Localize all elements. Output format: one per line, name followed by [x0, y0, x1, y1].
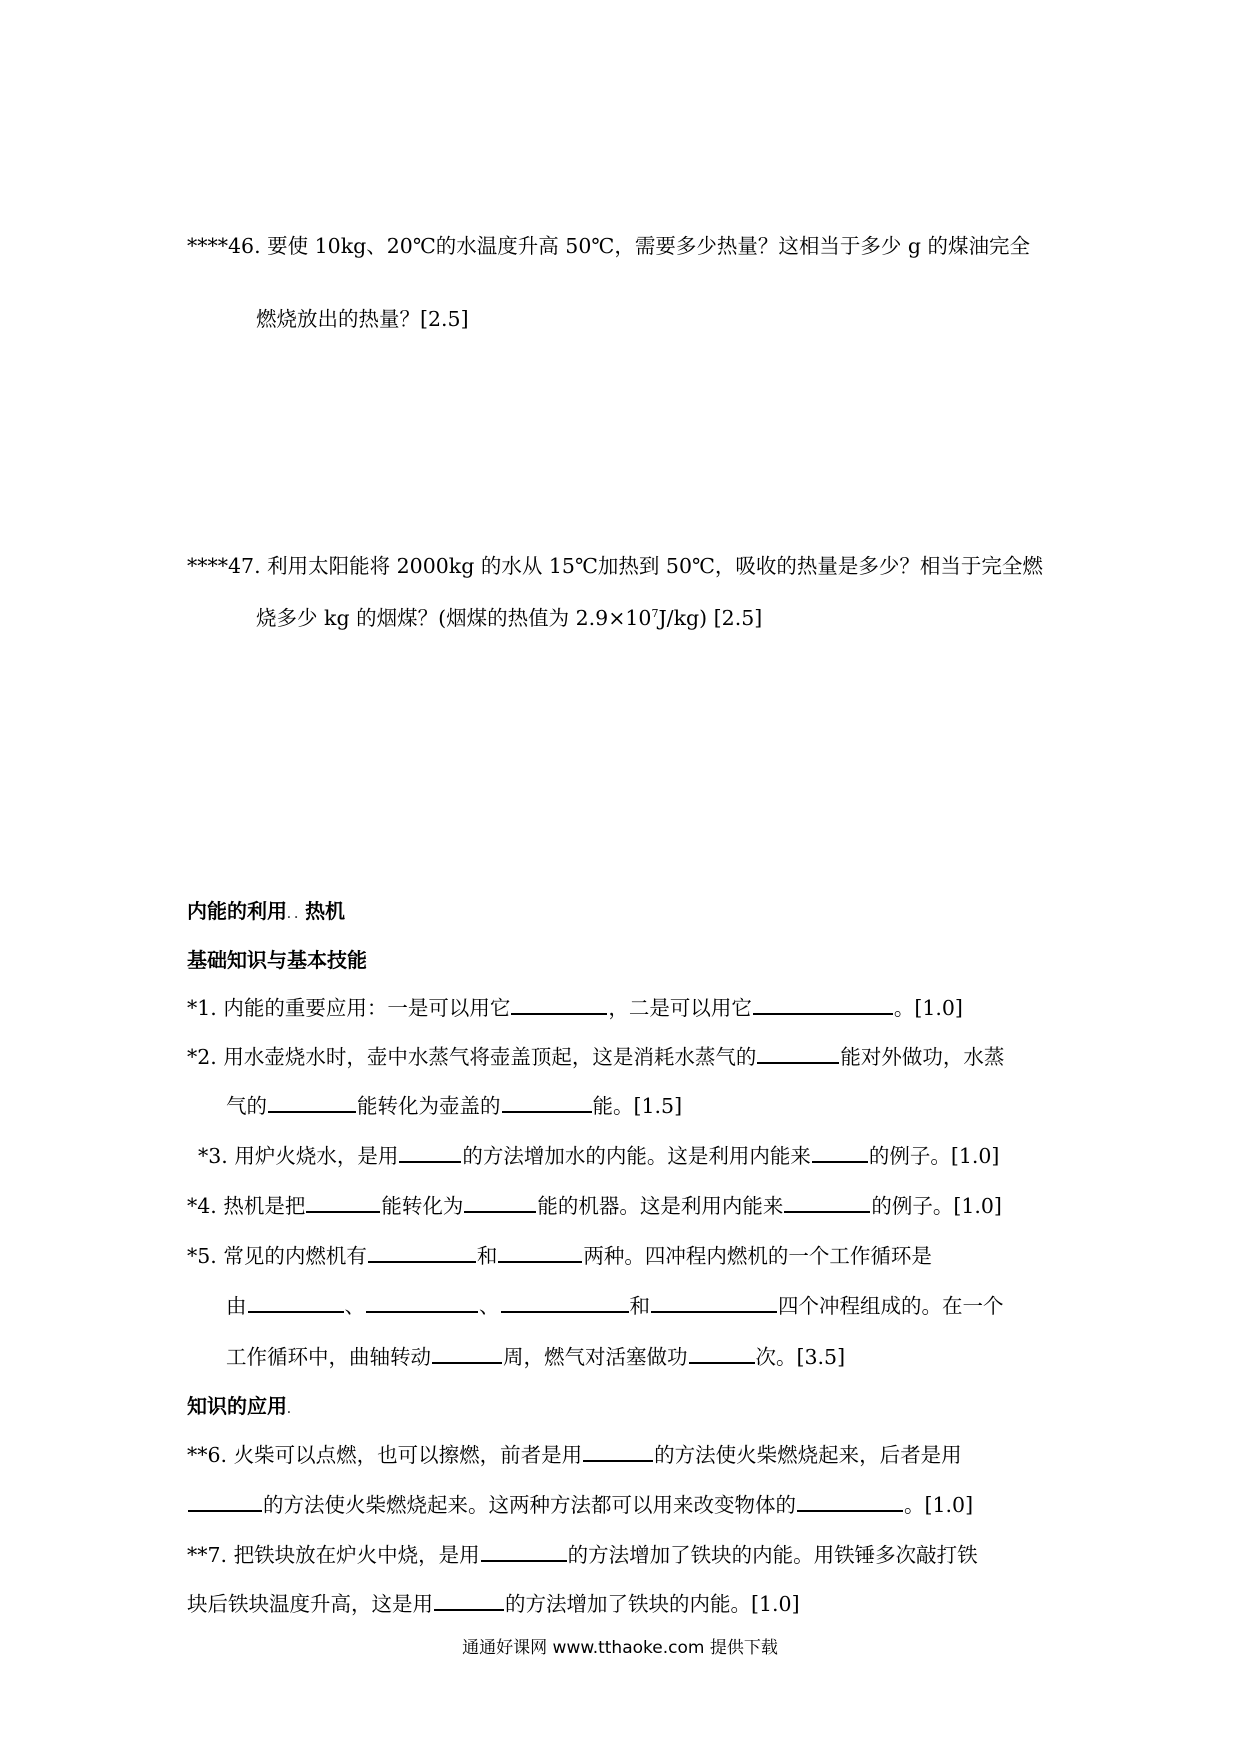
q46-text-1: ****46. 要使 10kg、20℃的水温度升高 50℃，需要多少热量？这相当于多少 g 的煤油完全: [187, 234, 1030, 258]
q5-line-3: [226, 1343, 845, 1371]
q6-line-2: [187, 1491, 973, 1519]
q5-i: 工作循环中，曲轴转动: [226, 1345, 431, 1369]
q7-c: 块后铁块温度升高，这是用: [187, 1592, 433, 1616]
q7-b: 的方法增加了铁块的内能。用铁锤多次敲打铁: [567, 1543, 978, 1567]
q7-a: **7. 把铁块放在炉火中烧，是用: [187, 1543, 480, 1567]
q4-d: 的例子。[1.0]: [871, 1194, 1002, 1218]
q1-b: ，二是可以用它: [608, 996, 752, 1020]
q7-line-1: [187, 1541, 978, 1569]
q3-c: 的例子。[1.0]: [868, 1144, 1000, 1168]
q5-f: 、: [479, 1294, 500, 1318]
q2-c: 气的: [226, 1094, 267, 1118]
q3-a: *3. 用炉火烧水，是用: [198, 1144, 399, 1168]
q5-blank-7[interactable]: [432, 1344, 502, 1364]
q4-blank-2[interactable]: [464, 1193, 536, 1213]
q5-line-1: [187, 1242, 932, 1270]
q7-line-2: [187, 1590, 800, 1618]
subsection-basic-text: 基础知识与基本技能: [187, 948, 367, 972]
q2-line-1: [187, 1043, 1004, 1071]
q47-exponent: 7: [651, 607, 659, 620]
q7-d: 的方法增加了铁块的内能。[1.0]: [505, 1592, 800, 1616]
q5-c: 两种。四冲程内燃机的一个工作循环是: [583, 1244, 932, 1268]
q5-g: 和: [629, 1294, 650, 1318]
q1-line: [187, 994, 963, 1022]
q5-blank-8[interactable]: [689, 1344, 755, 1364]
q2-b: 能对外做功，水蒸: [840, 1045, 1005, 1069]
q6-blank-3[interactable]: [797, 1492, 903, 1512]
q2-e: 能。[1.5]: [592, 1094, 683, 1118]
q6-blank-2[interactable]: [188, 1492, 262, 1512]
q4-a: *4. 热机是把: [187, 1194, 306, 1218]
q6-d: 。[1.0]: [904, 1493, 974, 1517]
q5-blank-4[interactable]: [366, 1293, 478, 1313]
q47-line-2: [256, 604, 762, 632]
q5-d: 由: [226, 1294, 247, 1318]
q1-a: *1. 内能的重要应用：一是可以用它: [187, 996, 511, 1020]
q2-a: *2. 用水壶烧水时，壶中水蒸气将壶盖顶起，这是消耗水蒸气的: [187, 1045, 757, 1069]
q6-line-1: [187, 1441, 962, 1469]
q47-text-2a: 烧多少 kg 的烟煤？(烟煤的热值为 2.9×10: [256, 606, 652, 630]
q47-text-1: ****47. 利用太阳能将 2000kg 的水从 15℃加热到 50℃，吸收的热量是多少？相当于完全燃: [187, 554, 1043, 578]
section-title: [187, 897, 345, 930]
q6-b: 的方法使火柴燃烧起来，后者是用: [654, 1443, 962, 1467]
q5-j: 周，燃气对活塞做功: [503, 1345, 688, 1369]
page-footer: 通通好课网 www.tthaoke.com 提供下载: [462, 1638, 778, 1658]
q46-line-2: [256, 305, 469, 333]
subsection-application: [187, 1392, 291, 1425]
q4-line: [187, 1192, 1002, 1220]
q5-blank-3[interactable]: [248, 1293, 344, 1313]
q2-blank-1[interactable]: [757, 1044, 839, 1064]
q5-blank-5[interactable]: [501, 1293, 629, 1313]
q1-blank-1[interactable]: [511, 995, 607, 1015]
trailing-dot: .: [287, 1405, 291, 1416]
q6-c: 的方法使火柴燃烧起来。这两种方法都可以用来改变物体的: [263, 1493, 796, 1517]
q4-b: 能转化为: [381, 1194, 464, 1218]
q2-d: 能转化为壶盖的: [357, 1094, 501, 1118]
subsection-basic: [187, 946, 367, 974]
q3-blank-1[interactable]: [399, 1143, 461, 1163]
q46-text-2: 燃烧放出的热量？[2.5]: [256, 307, 469, 331]
q1-blank-2[interactable]: [753, 995, 893, 1015]
q7-blank-2[interactable]: [434, 1591, 504, 1611]
q2-blank-3[interactable]: [502, 1093, 592, 1113]
q5-h: 四个冲程组成的。在一个: [778, 1294, 1004, 1318]
q4-blank-3[interactable]: [784, 1193, 870, 1213]
q6-a: **6. 火柴可以点燃，也可以擦燃，前者是用: [187, 1443, 583, 1467]
q5-blank-1[interactable]: [368, 1243, 476, 1263]
q5-blank-6[interactable]: [651, 1293, 777, 1313]
q5-blank-2[interactable]: [498, 1243, 582, 1263]
separator-dots: . .: [287, 910, 299, 921]
q6-blank-1[interactable]: [583, 1442, 653, 1462]
q2-blank-2[interactable]: [268, 1093, 356, 1113]
q5-line-2: [226, 1292, 1004, 1320]
q3-blank-2[interactable]: [812, 1143, 868, 1163]
q4-blank-1[interactable]: [306, 1193, 380, 1213]
q47-line-1: [187, 552, 1043, 580]
subsection-application-text: 知识的应用: [187, 1394, 287, 1418]
q2-line-2: [226, 1092, 682, 1120]
q4-c: 能的机器。这是利用内能来: [537, 1194, 784, 1218]
q5-a: *5. 常见的内燃机有: [187, 1244, 367, 1268]
q5-e: 、: [344, 1294, 365, 1318]
q7-blank-1[interactable]: [481, 1542, 567, 1562]
q5-b: 和: [476, 1244, 498, 1268]
section-title-a: 内能的利用: [187, 899, 287, 923]
q1-c: 。[1.0]: [893, 996, 963, 1020]
q3-b: 的方法增加水的内能。这是利用内能来: [462, 1144, 811, 1168]
q5-k: 次。[3.5]: [755, 1345, 846, 1369]
q3-line: [198, 1142, 999, 1170]
q46-line-1: [187, 232, 1030, 260]
section-title-b: 热机: [305, 899, 346, 923]
q47-text-2b: J/kg) [2.5]: [658, 606, 763, 630]
